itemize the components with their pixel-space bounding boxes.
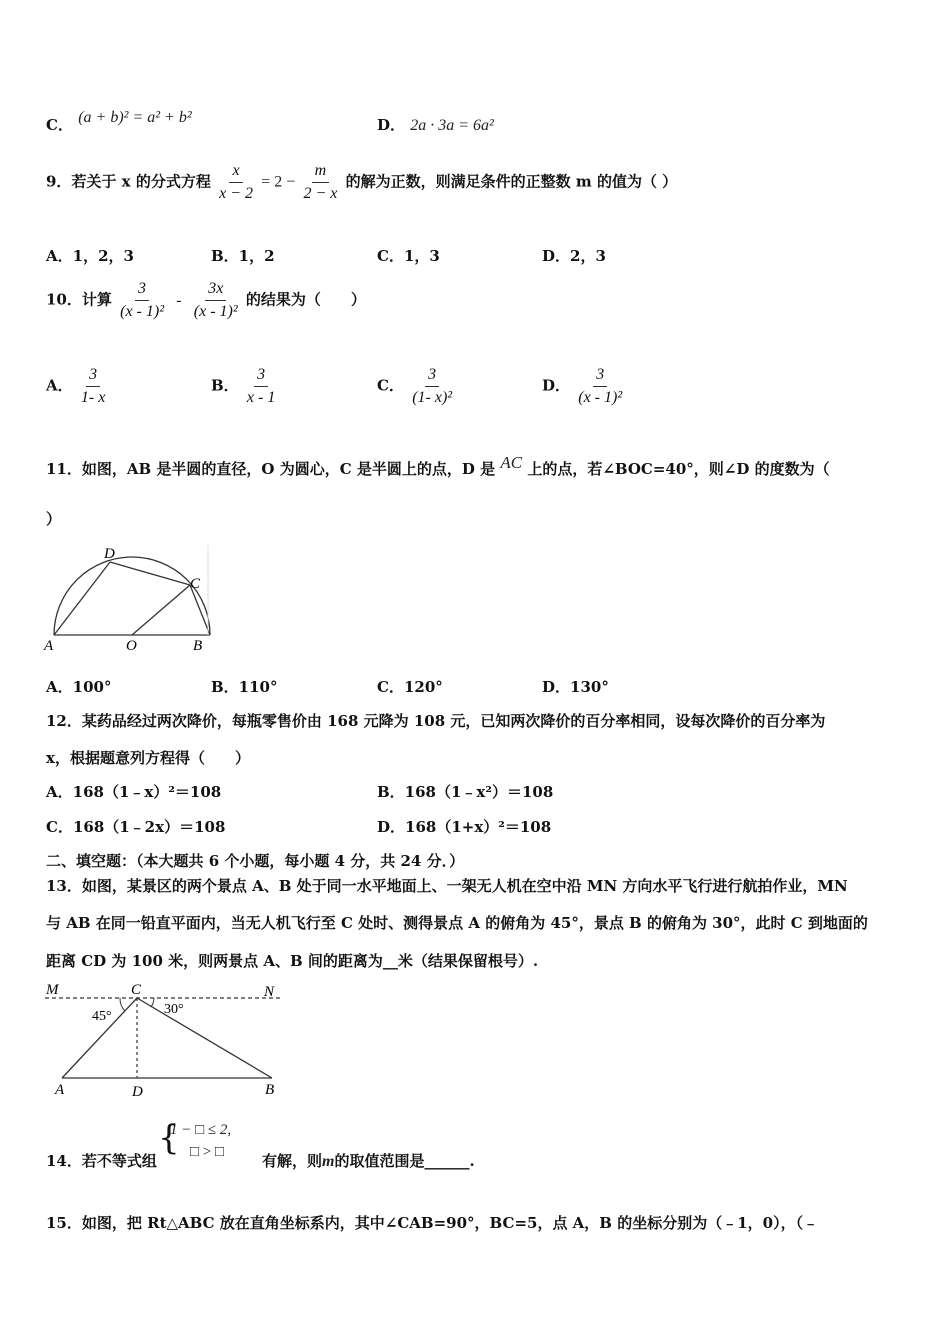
q14-suffix: 有解，则m的取值范围是______.: [262, 1152, 475, 1170]
q13-line3: 距离 CD 为 100 米，则两景点 A、B 间的距离为__米（结果保留根号）.: [46, 952, 539, 970]
q9-suffix: 的解为正数，则满足条件的正整数 m 的值为（ ）: [345, 172, 678, 191]
q11-text-b: 上的点，若∠BOC=40°，则∠D 的度数为（: [527, 460, 830, 478]
option-expr: (a + b)² = a² + b²: [78, 109, 192, 126]
q10-frac1: $\frac{3}{\text{(x - 1)²}}$: [120, 280, 164, 320]
q10-option-c: C． $\frac{3}{\text{(1- x)²}}$: [377, 366, 453, 406]
q9-option-d: D．2，3: [542, 247, 606, 265]
q10-minus: -: [176, 291, 182, 309]
q10-option-d: D． $\frac{3}{\text{(x - 1)²}}$: [542, 366, 623, 406]
q12-option-d: D．168（1+x）²＝108: [377, 818, 552, 836]
label-30: 30°: [164, 1002, 184, 1017]
option-label: C．: [46, 116, 73, 134]
q12-option-a: A．168（1﹣x）²＝108: [46, 783, 222, 801]
question-9: [46, 162, 677, 203]
label-d: D: [132, 1084, 143, 1100]
label-m: M: [46, 982, 59, 998]
q9-frac1: $\frac{x}{x - 2}$: [219, 162, 253, 202]
q9-frac2: $\frac{m}{2 - x}$: [303, 162, 338, 202]
q11-semicircle-figure: [40, 540, 220, 655]
q13-line1: 13．如图，某景区的两个景点 A、B 处于同一水平地面上、一架无人机在空中沿 MN 方向水平飞行进行航拍作业，MN: [46, 877, 848, 895]
q12-line1: 12．某药品经过两次降价，每瓶零售价由 168 元降为 108 元，已知两次降价的百分率相同，设每次降价的百分率为: [46, 712, 826, 730]
q10-prefix: 10．计算: [46, 290, 112, 309]
q8-option-d: [377, 114, 494, 135]
label-45: 45°: [92, 1009, 112, 1024]
q14-prefix: 14．若不等式组: [46, 1152, 157, 1170]
q15-line1: 15．如图，把 Rt△ABC 放在直角坐标系内，其中∠CAB=90°，BC=5，点 A，B 的坐标分别为（﹣1，0），（﹣: [46, 1214, 819, 1232]
section-2-title: 二、填空题：（本大题共 6 个小题，每小题 4 分，共 24 分．）: [46, 852, 465, 870]
q11-close-paren: ）: [46, 510, 62, 528]
q11-text-a: 11．如图，AB 是半圆的直径，O 为圆心，C 是半圆上的点，D 是: [46, 460, 496, 478]
q11-option-b: B．110°: [211, 678, 278, 696]
label-c: C: [131, 982, 142, 998]
q14-system-line2: □ > □: [190, 1144, 225, 1160]
label-a: A: [44, 638, 54, 654]
q13-line2: 与 AB 在同一铅直平面内，当无人机飞行至 C 处时、测得景点 A 的俯角为 45°，景点 B 的俯角为 30°，此时 C 到地面的: [46, 914, 868, 932]
q12-option-b: B．168（1﹣x²）＝108: [377, 783, 554, 801]
q11-option-c: C．120°: [377, 678, 443, 696]
q11-option-d: D．130°: [542, 678, 609, 696]
label-o: O: [126, 638, 137, 654]
q10-option-a: A． $\frac{3}{1- x}$: [46, 366, 106, 406]
q9-option-b: B．1，2: [211, 247, 275, 265]
q10-option-b: B． $\frac{3}{x - 1}$: [211, 366, 276, 406]
q12-option-c: C．168（1﹣2x）＝108: [46, 818, 226, 836]
label-n: N: [264, 984, 275, 1000]
q14-system-line1: 1 − □ ≤ 2,: [170, 1122, 232, 1138]
label-d: D: [104, 546, 115, 562]
label-b: B: [265, 1082, 275, 1098]
q11-arc-ac: AC: [500, 453, 523, 472]
q12-line2: x，根据题意列方程得（ ）: [46, 749, 250, 767]
question-11: [46, 453, 830, 479]
option-label: D．: [377, 116, 406, 134]
option-expr: 2a · 3a = 6a²: [410, 117, 494, 134]
q8-option-c: [46, 109, 192, 135]
label-c: C: [190, 576, 201, 592]
q9-option-c: C．1，3: [377, 247, 440, 265]
label-a: A: [55, 1082, 65, 1098]
q9-prefix: 9．若关于 x 的分式方程: [46, 172, 211, 191]
q9-option-a: A．1，2，3: [46, 247, 134, 265]
q13-drone-figure: [40, 980, 290, 1105]
q9-mid: = 2 −: [261, 173, 296, 191]
q10-suffix: 的结果为（ ）: [245, 290, 366, 309]
question-10: [46, 280, 366, 321]
q14-brace: {: [158, 1118, 180, 1158]
q10-frac2: $\frac{3x}{\text{(x - 1)²}}$: [193, 280, 238, 320]
label-b: B: [193, 638, 203, 654]
q11-option-a: A．100°: [46, 678, 112, 696]
